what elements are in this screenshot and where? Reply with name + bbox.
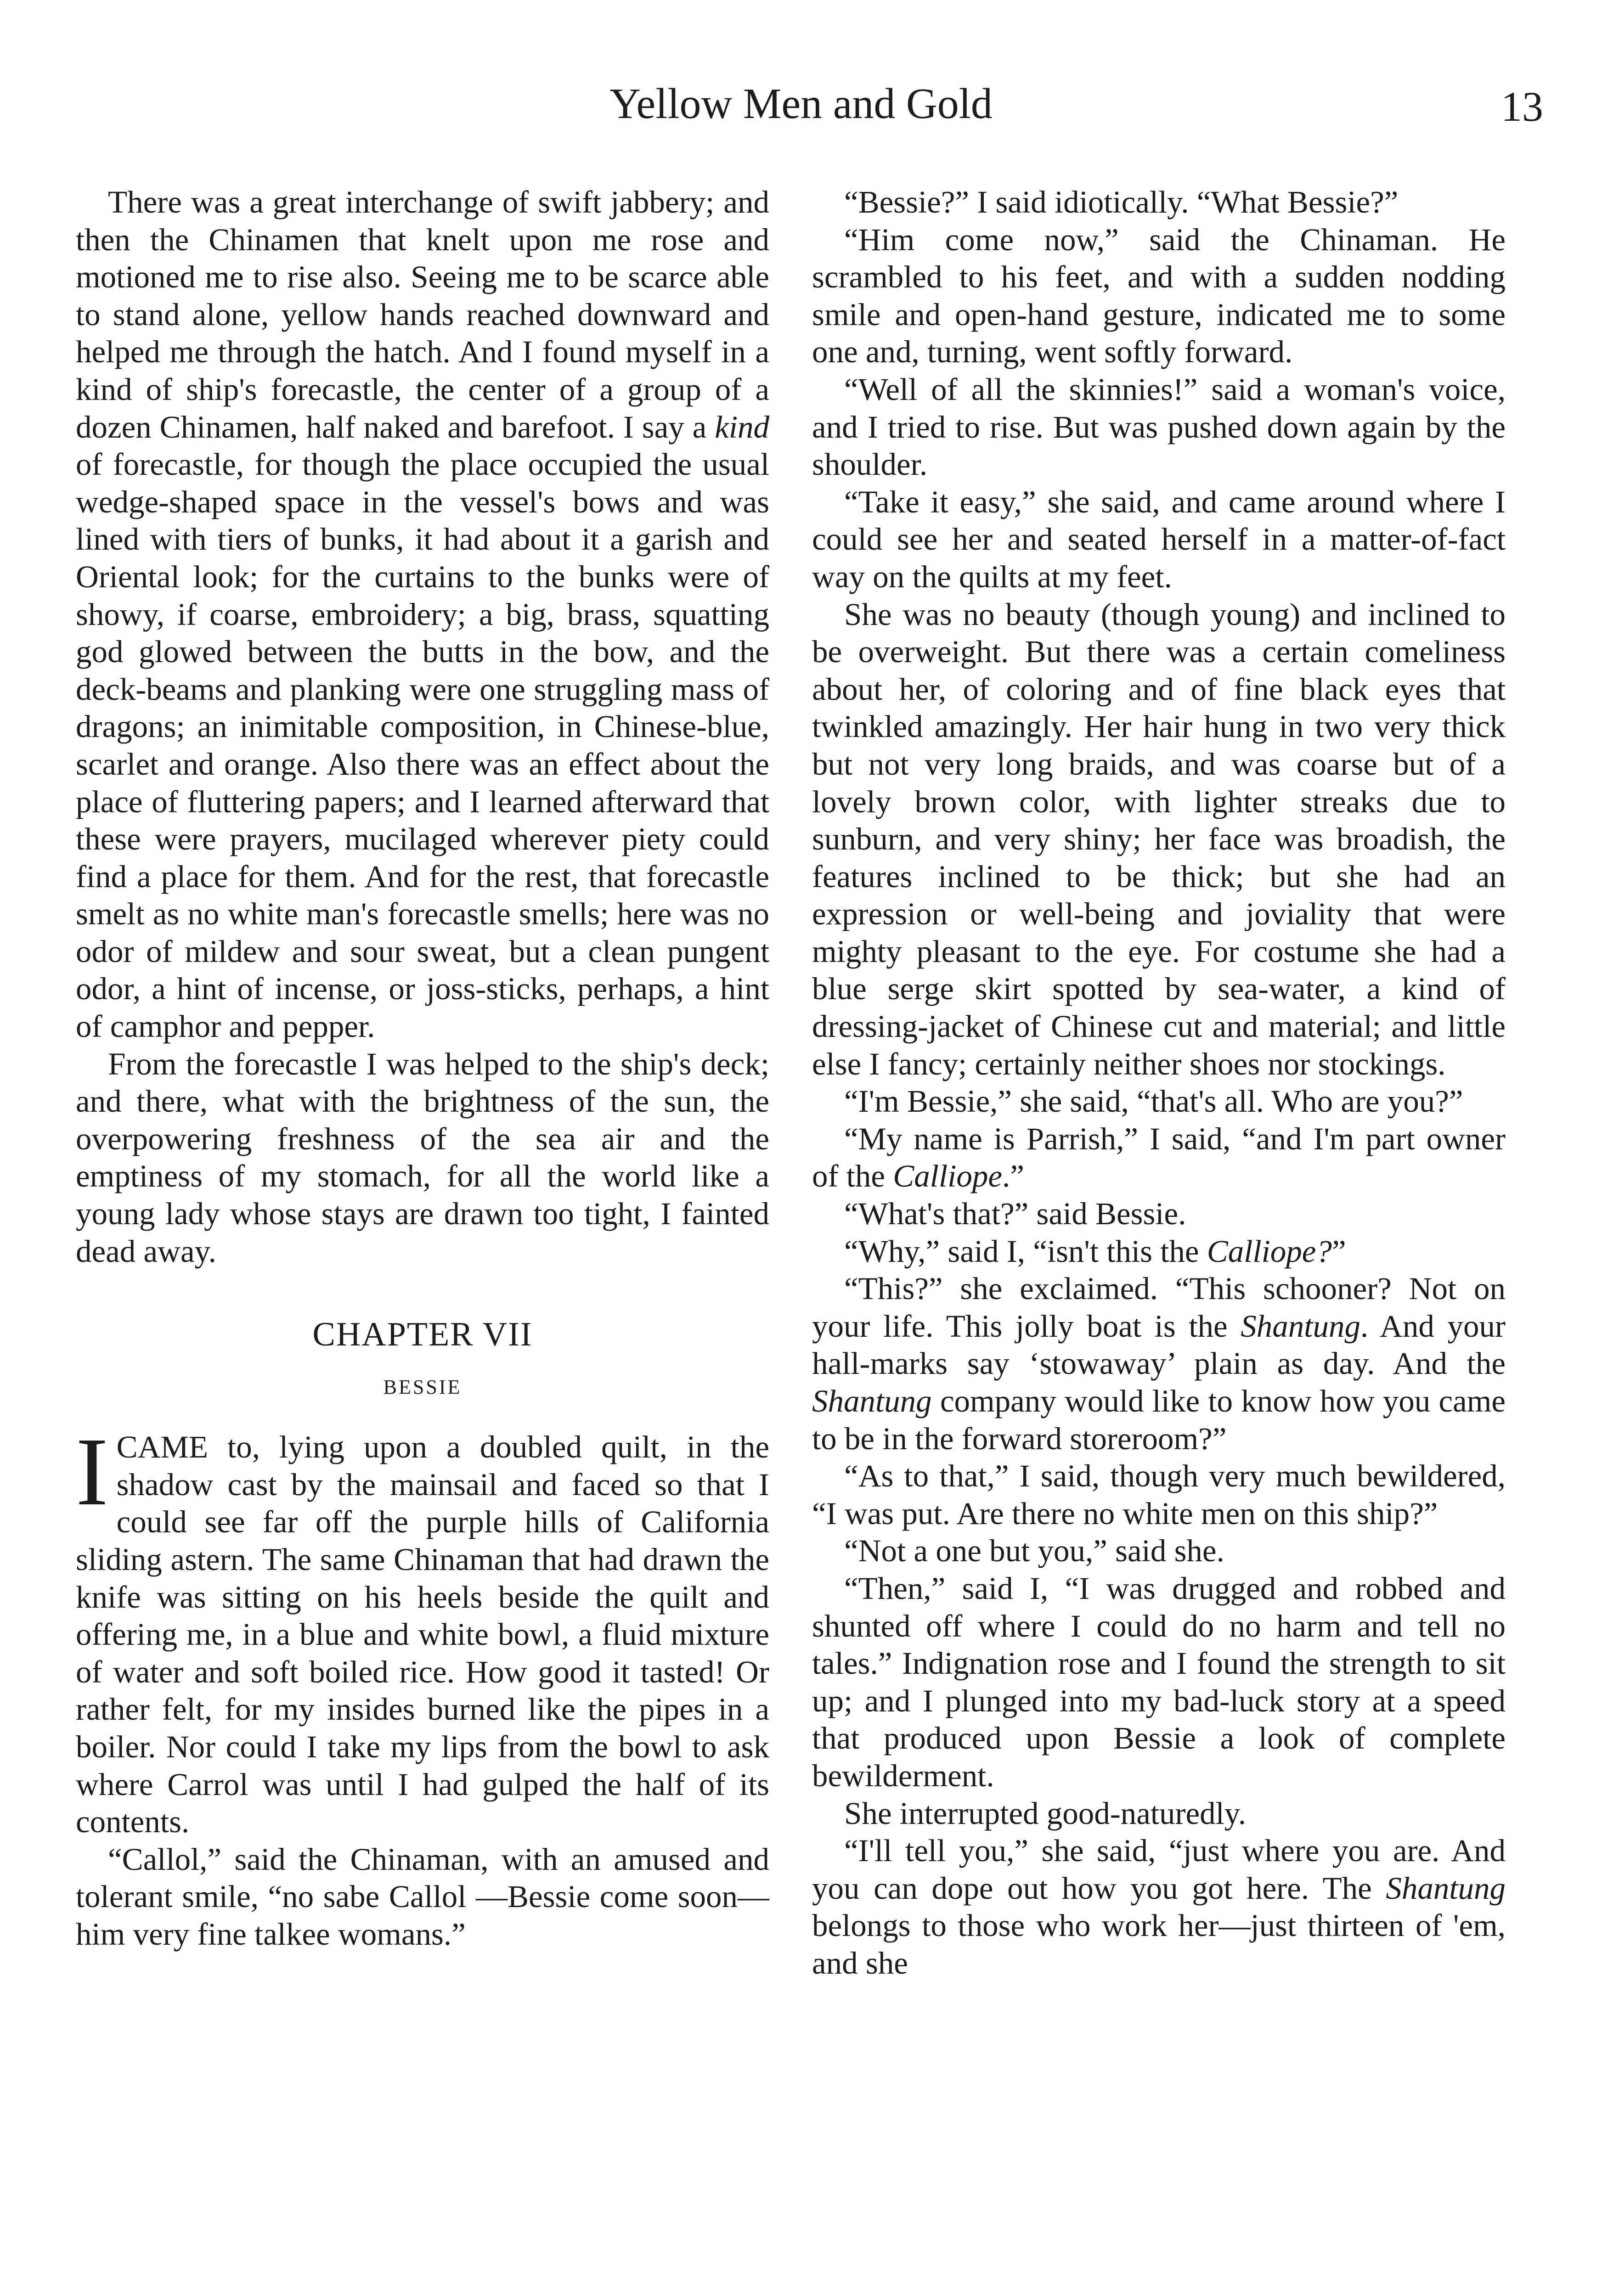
- paragraph: “This?” she exclaimed. “This schooner? Not on your life. This jolly boat is the Shantung. And your hall-marks say ‘stowaway’ plain as day. And the Shantung company would like to know how you came to be in the forward storeroom?”: [812, 1271, 1506, 1456]
- paragraph: “Why,” said I, “isn't this the Calliope?”: [844, 1233, 1346, 1269]
- chapter-title: CHAPTER VII: [312, 1316, 533, 1354]
- paragraph: She was no beauty (though young) and inclined to be overweight. But there was a certain comeliness about her, of coloring and of fine black eyes that twinkled amazingly. Her hair hung in two very thick but not very long braids, and was coarse but of a lovely brown color, with lighter streaks due to sunburn, and very shiny; her face was broadish, the features inclined to be thick; but she had an expression or well-being and joviality that were mighty pleasant to the eye. For costume she had a blue serge skirt spotted by sea-water, a kind of dressing-jacket of Chinese cut and material; and little else I fancy; certainly neither shoes nor stockings.: [812, 597, 1506, 1081]
- italic-word: kind: [715, 409, 769, 445]
- drop-cap: I: [76, 1418, 108, 1526]
- paragraph: She interrupted good-naturedly.: [844, 1795, 1247, 1831]
- opening-paragraph: I CAME to, lying upon a doubled quilt, in the shadow cast by the mainsail and faced so that I could see far off the purple hills of California sliding astern. The same Chinaman that had drawn the knife was sitting on his heels beside the quilt and offering me, in a blue and white bowl, a fluid mixture of water and soft boiled rice. How good it tasted! Or rather felt, for my insides burned like the pipes in a boiler. Nor could I take my lips from the bowl to ask where Carrol was until I had gulped the half of its contents.: [76, 1418, 769, 1840]
- paragraph: “My name is Parrish,” I said, “and I'm part owner of the Calliope.”: [812, 1121, 1506, 1194]
- paragraph: “Then,” said I, “I was drugged and robbed and shunted off where I could do no harm and tell no tales.” Indignation rose and I found the strength to sit up; and I plunged into my bad-luck story at a speed that produced upon Bessie a look of complete bewilderment.: [812, 1570, 1506, 1793]
- paragraph: “I'm Bessie,” she said, “that's all. Who are you?”: [844, 1084, 1463, 1119]
- paragraph: “Him come now,” said the Chinaman. He scrambled to his feet, and with a sudden nodding smile and open-hand gesture, indicated me to some one and, turning, went softly forward.: [812, 222, 1506, 370]
- italic-ship-name: Shantung: [1386, 1870, 1506, 1906]
- paragraph: There was a great interchange of swift jabbery; and then the Chinamen that knelt upon me rose and motioned me to rise also. Seeing me to be scarce able to stand alone, yellow hands reached downward and helped me through the hatch. And I found myself in a kind of ship's forecastle, the center of a group of a dozen Chinamen, half naked and barefoot. I say a kind of forecastle, for though the place occupied the usual wedge-shaped space in the vessel's bows and was lined with tiers of bunks, it had about it a garish and Oriental look; for the curtains to the bunks were of showy, if coarse, embroidery; a big, brass, squatting god glowed between the butts in the bow, and the deck-beams and planking were one struggling mass of dragons; an inimitable composition, in Chinese-blue, scarlet and orange. Also there was an effect about the place of fluttering papers; and I learned afterward that these were prayers, mucilaged wherever piety could find a place for them. And for the rest, that forecastle smelt as no white man's forecastle smells; here was no odor of mildew and sour sweat, but a clean pungent odor, a hint of incense, or joss-sticks, perhaps, a hint of camphor and pepper.: [76, 185, 769, 1044]
- paragraph: “Bessie?” I said idiotically. “What Bessie?”: [844, 185, 1399, 219]
- italic-ship-name: Calliope: [893, 1159, 1002, 1194]
- paragraph: “Callol,” said the Chinaman, with an amused and tolerant smile, “no sabe Callol —Bessie come soon—him very fine talkee womans.”: [76, 1841, 769, 1952]
- page-number: 13: [1501, 83, 1543, 130]
- running-title: Yellow Men and Gold: [609, 80, 993, 128]
- paragraph: “Take it easy,” she said, and came around where I could see her and seated herself in a matter-of-fact way on the quilts at my feet.: [812, 484, 1506, 594]
- paragraph: “What's that?” said Bessie.: [844, 1196, 1186, 1232]
- italic-ship-name: Calliope?: [1207, 1233, 1332, 1269]
- italic-ship-name: Shantung: [1241, 1308, 1360, 1344]
- right-column: [812, 184, 1506, 1982]
- paragraph: “As to that,” I said, though very much bewildered, “I was put. Are there no white men on this ship?”: [812, 1458, 1506, 1531]
- paragraph: “Not a one but you,” said she.: [844, 1533, 1224, 1569]
- chapter-subtitle: BESSIE: [383, 1376, 462, 1399]
- italic-ship-name: Shantung: [812, 1384, 932, 1418]
- paragraph: “I'll tell you,” she said, “just where you are. And you can dope out how you got here. The Shantung belongs to those who work her—just thirteen of 'em, and she: [812, 1833, 1506, 1981]
- paragraph: From the forecastle I was helped to the ship's deck; and there, what with the brightness of the sun, the overpowering freshness of the sea air and the emptiness of my stomach, for all the world like a young lady whose stays are drawn too tight, I fainted dead away.: [76, 1046, 769, 1269]
- left-column: [76, 184, 769, 1953]
- paragraph: “Well of all the skinnies!” said a woman's voice, and I tried to rise. But was pushed down again by the shoulder.: [812, 371, 1506, 482]
